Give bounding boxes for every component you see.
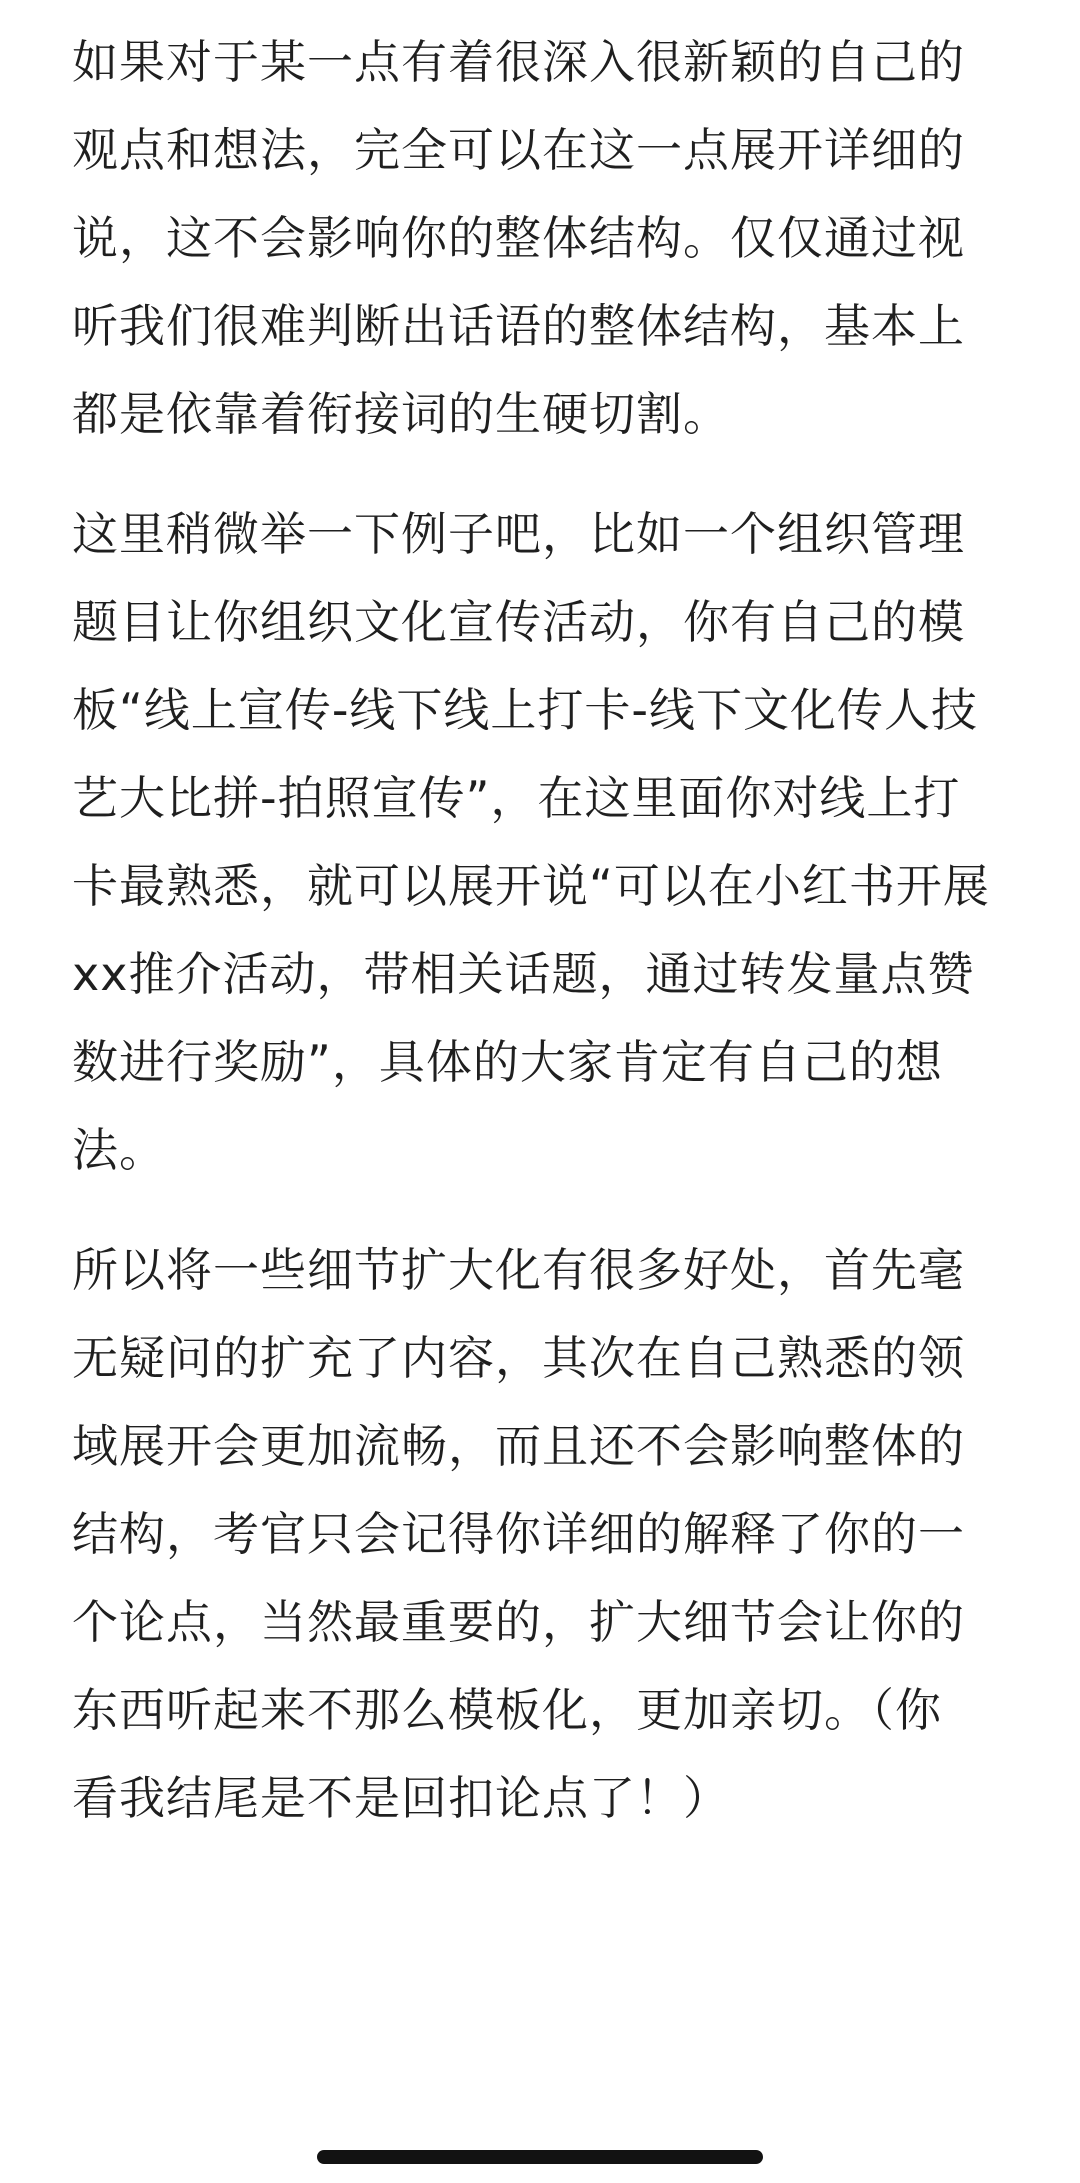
text-line: 看我结尾是不是回扣论点了！） [72,1771,730,1825]
text-line: 观点和想法，完全可以在这一点展开详细的 [72,123,965,177]
article-body [72,18,1008,1842]
paragraph-1 [72,18,1008,458]
text-line: 东西听起来不那么模板化，更加亲切。（你 [72,1683,942,1737]
text-line: 题目让你组织文化宣传活动，你有自己的模 [72,595,965,649]
text-line: 都是依靠着衔接词的生硬切割。 [72,387,730,441]
text-line: 这里稍微举一下例子吧，比如一个组织管理 [72,507,965,561]
text-line: 听我们很难判断出话语的整体结构，基本上 [72,299,965,353]
text-line: xx推介活动，带相关话题，通过转发量点赞 [72,947,975,1001]
text-line: 无疑问的扩充了内容，其次在自己熟悉的领 [72,1331,965,1385]
text-line: 法。 [72,1123,166,1177]
text-line: 数进行奖励”，具体的大家肯定有自己的想 [72,1035,943,1089]
text-line: 结构，考官只会记得你详细的解释了你的一 [72,1507,965,1561]
paragraph-3 [72,1226,1008,1842]
text-line: 所以将一些细节扩大化有很多好处，首先毫 [72,1243,965,1297]
text-line: 板“线上宣传-线下线上打卡-线下文化传人技 [72,683,979,737]
text-line: 艺大比拼-拍照宣传”，在这里面你对线上打 [72,771,961,825]
home-indicator-bar[interactable] [317,2150,763,2164]
text-line: 域展开会更加流畅，而且还不会影响整体的 [72,1419,965,1473]
paragraph-2 [72,490,1008,1194]
text-line: 卡最熟悉，就可以展开说“可以在小红书开展 [72,859,990,913]
text-line: 个论点，当然最重要的，扩大细节会让你的 [72,1595,965,1649]
text-line: 如果对于某一点有着很深入很新颖的自己的 [72,35,965,89]
text-line: 说，这不会影响你的整体结构。仅仅通过视 [72,211,965,265]
